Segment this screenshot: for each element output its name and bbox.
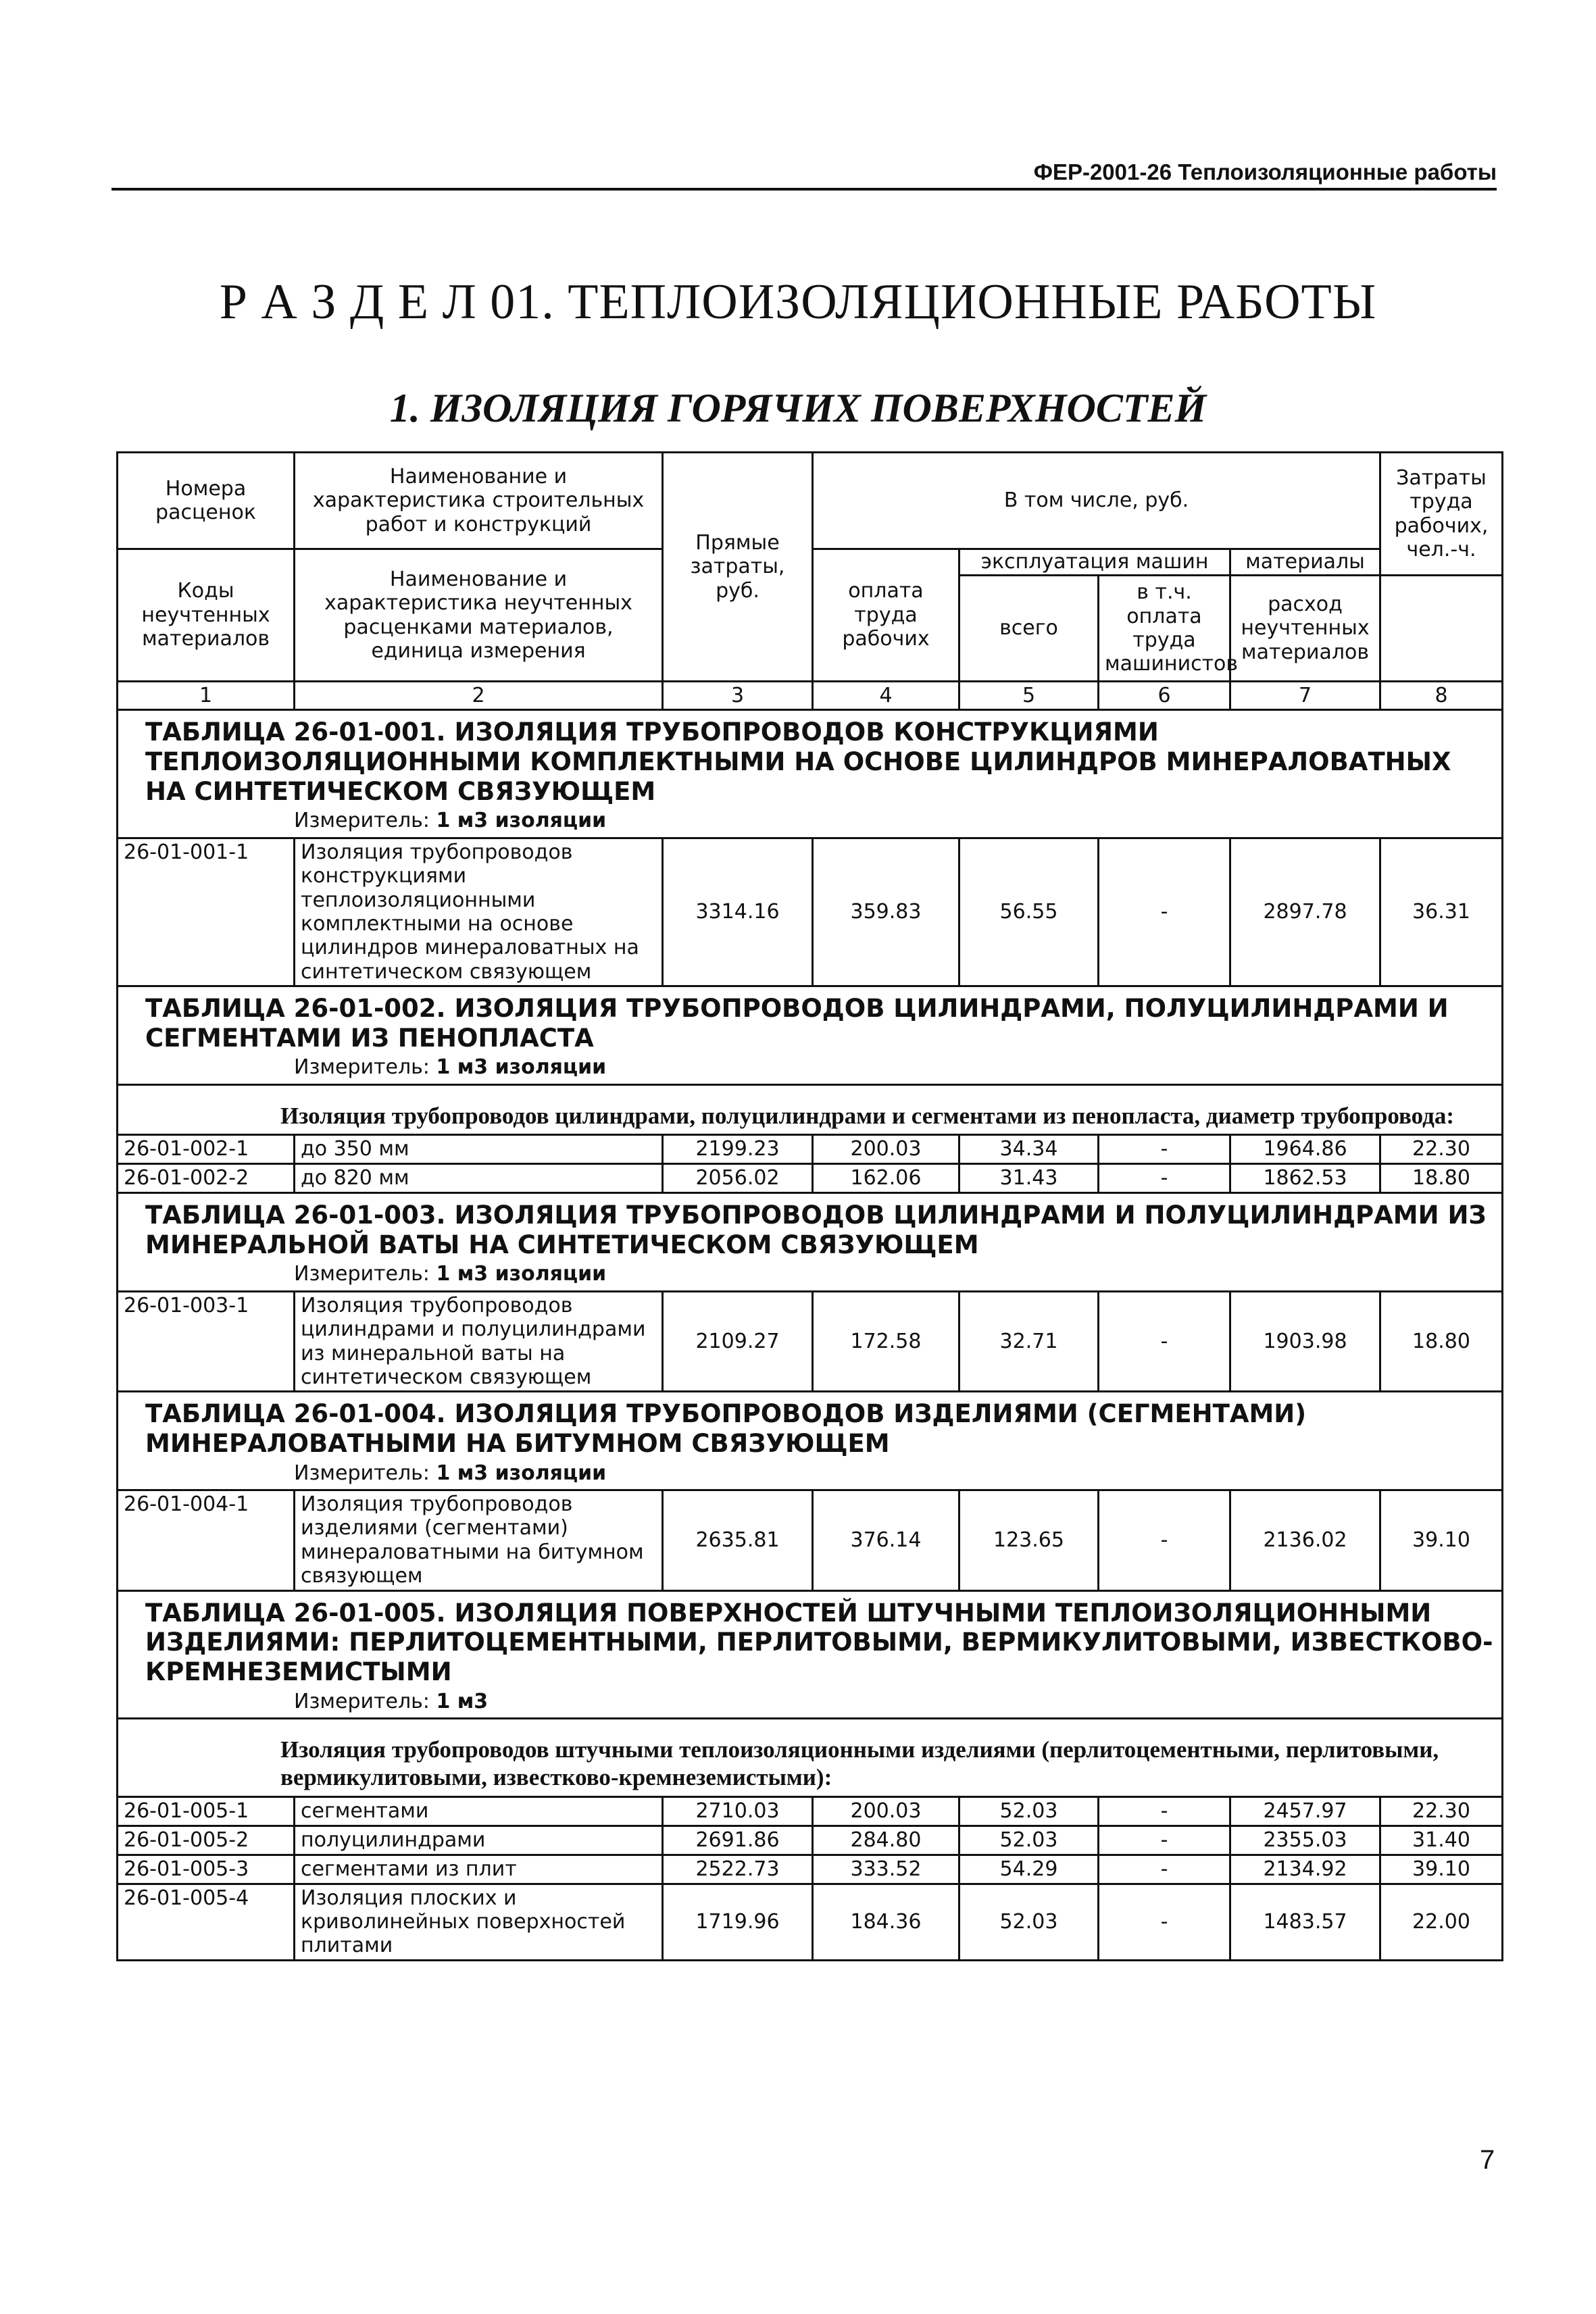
table-title-cell — [118, 1193, 1503, 1292]
value-c3: 2691.86 — [663, 1826, 813, 1855]
value-c3: 2710.03 — [663, 1796, 813, 1826]
table-title: ТАБЛИЦА 26-01-005. ИЗОЛЯЦИЯ ПОВЕРХНОСТЕЙ ШТУЧНЫМИ ТЕПЛОИЗОЛЯЦИОННЫМИ ИЗДЕЛИЯМИ: ПЕРЛИТОЦЕМЕНТНЫМИ, ПЕРЛИТОВЫМИ, ВЕРМИКУЛИТОВЫМИ, ИЗВЕСТКОВО-КРЕМНЕЗЕМИСТЫМИ — [145, 1598, 1493, 1686]
value-c7: 2355.03 — [1230, 1826, 1380, 1855]
table-meter — [145, 1055, 1496, 1079]
value-c8: 18.80 — [1380, 1291, 1503, 1392]
table-row — [118, 838, 1503, 986]
col-header-material-usage: расход неучтенных материалов — [1230, 576, 1380, 682]
meter-value: 1 м3 изоляции — [436, 1262, 607, 1286]
col-header-name: Наименование и характеристика строительных работ и конструкций — [295, 453, 663, 549]
value-c7: 1483.57 — [1230, 1884, 1380, 1960]
table-title-cell — [118, 1590, 1503, 1718]
value-c6: - — [1099, 1855, 1230, 1884]
table-section-header — [118, 1392, 1503, 1490]
table-title-cell — [118, 1392, 1503, 1490]
group-caption: Изоляция трубопроводов штучными теплоизоляционными изделиями (перлитоцементными, перлитовыми, вермикулитовыми, известково-кремнеземистыми): — [118, 1718, 1503, 1796]
rate-code: 26-01-005-1 — [118, 1796, 295, 1826]
work-name: Изоляция трубопроводов конструкциями теплоизоляционными комплектными на основе цилиндров минераловатных на синтетическом связующем — [295, 838, 663, 986]
group-caption: Изоляция трубопроводов цилиндрами, полуцилиндрами и сегментами из пенопласта, диаметр трубопровода: — [118, 1084, 1503, 1134]
value-c5: 52.03 — [959, 1826, 1099, 1855]
table-row — [118, 1855, 1503, 1884]
col-header-direct-costs: Прямые затраты, руб. — [663, 453, 813, 682]
meter-value: 1 м3 изоляции — [436, 809, 607, 833]
value-c4: 162.06 — [813, 1164, 959, 1193]
col-number: 5 — [959, 682, 1099, 710]
work-name: Изоляция плоских и криволинейных поверхностей плитами — [295, 1884, 663, 1960]
section-title: Р А З Д Е Л 01. ТЕПЛОИЗОЛЯЦИОННЫЕ РАБОТЫ — [219, 274, 1377, 330]
value-c6: - — [1099, 1291, 1230, 1392]
work-name: Изоляция трубопроводов цилиндрами и полуцилиндрами из минеральной ваты на синтетическом связующем — [295, 1291, 663, 1392]
table-meter — [145, 809, 1496, 832]
running-header: ФЕР-2001-26 Теплоизоляционные работы — [111, 159, 1497, 191]
work-name: сегментами из плит — [295, 1855, 663, 1884]
value-c8: 22.30 — [1380, 1796, 1503, 1826]
value-c6: - — [1099, 1796, 1230, 1826]
value-c6: - — [1099, 838, 1230, 986]
value-c4: 376.14 — [813, 1490, 959, 1591]
value-c5: 56.55 — [959, 838, 1099, 986]
table-section-header — [118, 1193, 1503, 1292]
value-c8: 39.10 — [1380, 1490, 1503, 1591]
meter-label: Измеритель: — [294, 1461, 430, 1485]
subsection-title: 1. ИЗОЛЯЦИЯ ГОРЯЧИХ ПОВЕРХНОСТЕЙ — [389, 386, 1207, 430]
page-number: 7 — [1480, 2145, 1495, 2175]
table-title-cell — [118, 986, 1503, 1085]
value-c4: 200.03 — [813, 1796, 959, 1826]
col-header-machinist-wages: в т.ч. оплата труда машинистов — [1099, 576, 1230, 682]
value-c4: 359.83 — [813, 838, 959, 986]
col-header-machines-total: всего — [959, 576, 1099, 682]
meter-label: Измеритель: — [294, 1262, 430, 1286]
value-c8: 22.30 — [1380, 1135, 1503, 1164]
work-name: до 350 мм — [295, 1135, 663, 1164]
col-header-machines: эксплуатация машин — [959, 549, 1230, 576]
value-c8: 22.00 — [1380, 1884, 1503, 1960]
value-c7: 1903.98 — [1230, 1291, 1380, 1392]
rate-code: 26-01-005-4 — [118, 1884, 295, 1960]
work-name: полуцилиндрами — [295, 1826, 663, 1855]
col-header-including: В том числе, руб. — [813, 453, 1380, 549]
value-c6: - — [1099, 1826, 1230, 1855]
rate-code: 26-01-005-3 — [118, 1855, 295, 1884]
col-number: 8 — [1380, 682, 1503, 710]
table-meter — [145, 1461, 1496, 1485]
table-row — [118, 1291, 1503, 1392]
col-number: 2 — [295, 682, 663, 710]
value-c3: 2199.23 — [663, 1135, 813, 1164]
value-c8: 39.10 — [1380, 1855, 1503, 1884]
value-c3: 1719.96 — [663, 1884, 813, 1960]
group-row — [118, 1718, 1503, 1796]
rate-code: 26-01-003-1 — [118, 1291, 295, 1392]
table-meter — [145, 1262, 1496, 1286]
col-header-empty — [1380, 576, 1503, 682]
col-header-material-codes: Коды неучтенных материалов — [118, 549, 295, 682]
rate-code: 26-01-001-1 — [118, 838, 295, 986]
value-c6: - — [1099, 1164, 1230, 1193]
table-row — [118, 1826, 1503, 1855]
rate-code: 26-01-002-1 — [118, 1135, 295, 1164]
work-name: до 820 мм — [295, 1164, 663, 1193]
value-c3: 2056.02 — [663, 1164, 813, 1193]
value-c5: 34.34 — [959, 1135, 1099, 1164]
value-c3: 2522.73 — [663, 1855, 813, 1884]
value-c3: 3314.16 — [663, 838, 813, 986]
meter-value: 1 м3 изоляции — [436, 1461, 607, 1485]
table-row — [118, 1884, 1503, 1960]
col-header-materials: материалы — [1230, 549, 1380, 576]
value-c5: 123.65 — [959, 1490, 1099, 1591]
table-meter — [145, 1690, 1496, 1713]
value-c5: 32.71 — [959, 1291, 1099, 1392]
meter-value: 1 м3 изоляции — [436, 1055, 607, 1080]
value-c7: 1964.86 — [1230, 1135, 1380, 1164]
value-c4: 200.03 — [813, 1135, 959, 1164]
table-section-header — [118, 986, 1503, 1085]
value-c8: 36.31 — [1380, 838, 1503, 986]
col-number: 4 — [813, 682, 959, 710]
value-c5: 52.03 — [959, 1796, 1099, 1826]
meter-value: 1 м3 — [436, 1689, 489, 1713]
table-title: ТАБЛИЦА 26-01-004. ИЗОЛЯЦИЯ ТРУБОПРОВОДОВ ИЗДЕЛИЯМИ (СЕГМЕНТАМИ) МИНЕРАЛОВАТНЫМИ НА БИТУМНОМ СВЯЗУЮЩЕМ — [145, 1399, 1307, 1459]
table-title: ТАБЛИЦА 26-01-002. ИЗОЛЯЦИЯ ТРУБОПРОВОДОВ ЦИЛИНДРАМИ, ПОЛУЦИЛИНДРАМИ И СЕГМЕНТАМИ ИЗ ПЕНОПЛАСТА — [145, 994, 1449, 1053]
group-row — [118, 1084, 1503, 1134]
value-c4: 184.36 — [813, 1884, 959, 1960]
value-c7: 1862.53 — [1230, 1164, 1380, 1193]
meter-label: Измеритель: — [294, 1055, 430, 1080]
col-header-codes: Номера расценок — [118, 453, 295, 549]
value-c4: 333.52 — [813, 1855, 959, 1884]
rate-code: 26-01-004-1 — [118, 1490, 295, 1591]
price-table — [116, 451, 1503, 1961]
rate-code: 26-01-002-2 — [118, 1164, 295, 1193]
col-header-wages: оплата труда рабочих — [813, 549, 959, 682]
value-c8: 18.80 — [1380, 1164, 1503, 1193]
table-section-header — [118, 1590, 1503, 1718]
rate-code: 26-01-005-2 — [118, 1826, 295, 1855]
table-section-header — [118, 710, 1503, 838]
work-name: сегментами — [295, 1796, 663, 1826]
table-row — [118, 1490, 1503, 1591]
value-c5: 52.03 — [959, 1884, 1099, 1960]
work-name: Изоляция трубопроводов изделиями (сегментами) минераловатными на битумном связующем — [295, 1490, 663, 1591]
value-c8: 31.40 — [1380, 1826, 1503, 1855]
value-c7: 2897.78 — [1230, 838, 1380, 986]
meter-label: Измеритель: — [294, 809, 430, 833]
table-title-cell — [118, 710, 1503, 838]
value-c6: - — [1099, 1490, 1230, 1591]
col-number: 6 — [1099, 682, 1230, 710]
value-c3: 2635.81 — [663, 1490, 813, 1591]
value-c4: 172.58 — [813, 1291, 959, 1392]
col-number: 1 — [118, 682, 295, 710]
table-title: ТАБЛИЦА 26-01-001. ИЗОЛЯЦИЯ ТРУБОПРОВОДОВ КОНСТРУКЦИЯМИ ТЕПЛОИЗОЛЯЦИОННЫМИ КОМПЛЕКТНЫМИ НА ОСНОВЕ ЦИЛИНДРОВ МИНЕРАЛОВАТНЫХ НА СИНТЕТИЧЕСКОМ СВЯЗУЮЩЕМ — [145, 718, 1451, 806]
value-c7: 2136.02 — [1230, 1490, 1380, 1591]
col-number: 7 — [1230, 682, 1380, 710]
value-c5: 31.43 — [959, 1164, 1099, 1193]
value-c7: 2134.92 — [1230, 1855, 1380, 1884]
col-header-material-name: Наименование и характеристика неучтенных расценками материалов, единица измерения — [295, 549, 663, 682]
value-c6: - — [1099, 1135, 1230, 1164]
table-row — [118, 1164, 1503, 1193]
table-row — [118, 1135, 1503, 1164]
value-c7: 2457.97 — [1230, 1796, 1380, 1826]
value-c3: 2109.27 — [663, 1291, 813, 1392]
value-c6: - — [1099, 1884, 1230, 1960]
value-c5: 54.29 — [959, 1855, 1099, 1884]
table-title: ТАБЛИЦА 26-01-003. ИЗОЛЯЦИЯ ТРУБОПРОВОДОВ ЦИЛИНДРАМИ И ПОЛУЦИЛИНДРАМИ ИЗ МИНЕРАЛЬНОЙ ВАТЫ НА СИНТЕТИЧЕСКОМ СВЯЗУЮЩЕМ — [145, 1201, 1487, 1259]
value-c4: 284.80 — [813, 1826, 959, 1855]
meter-label: Измеритель: — [294, 1689, 430, 1713]
col-number: 3 — [663, 682, 813, 710]
col-header-labor: Затраты труда рабочих, чел.-ч. — [1380, 453, 1503, 576]
table-row — [118, 1796, 1503, 1826]
